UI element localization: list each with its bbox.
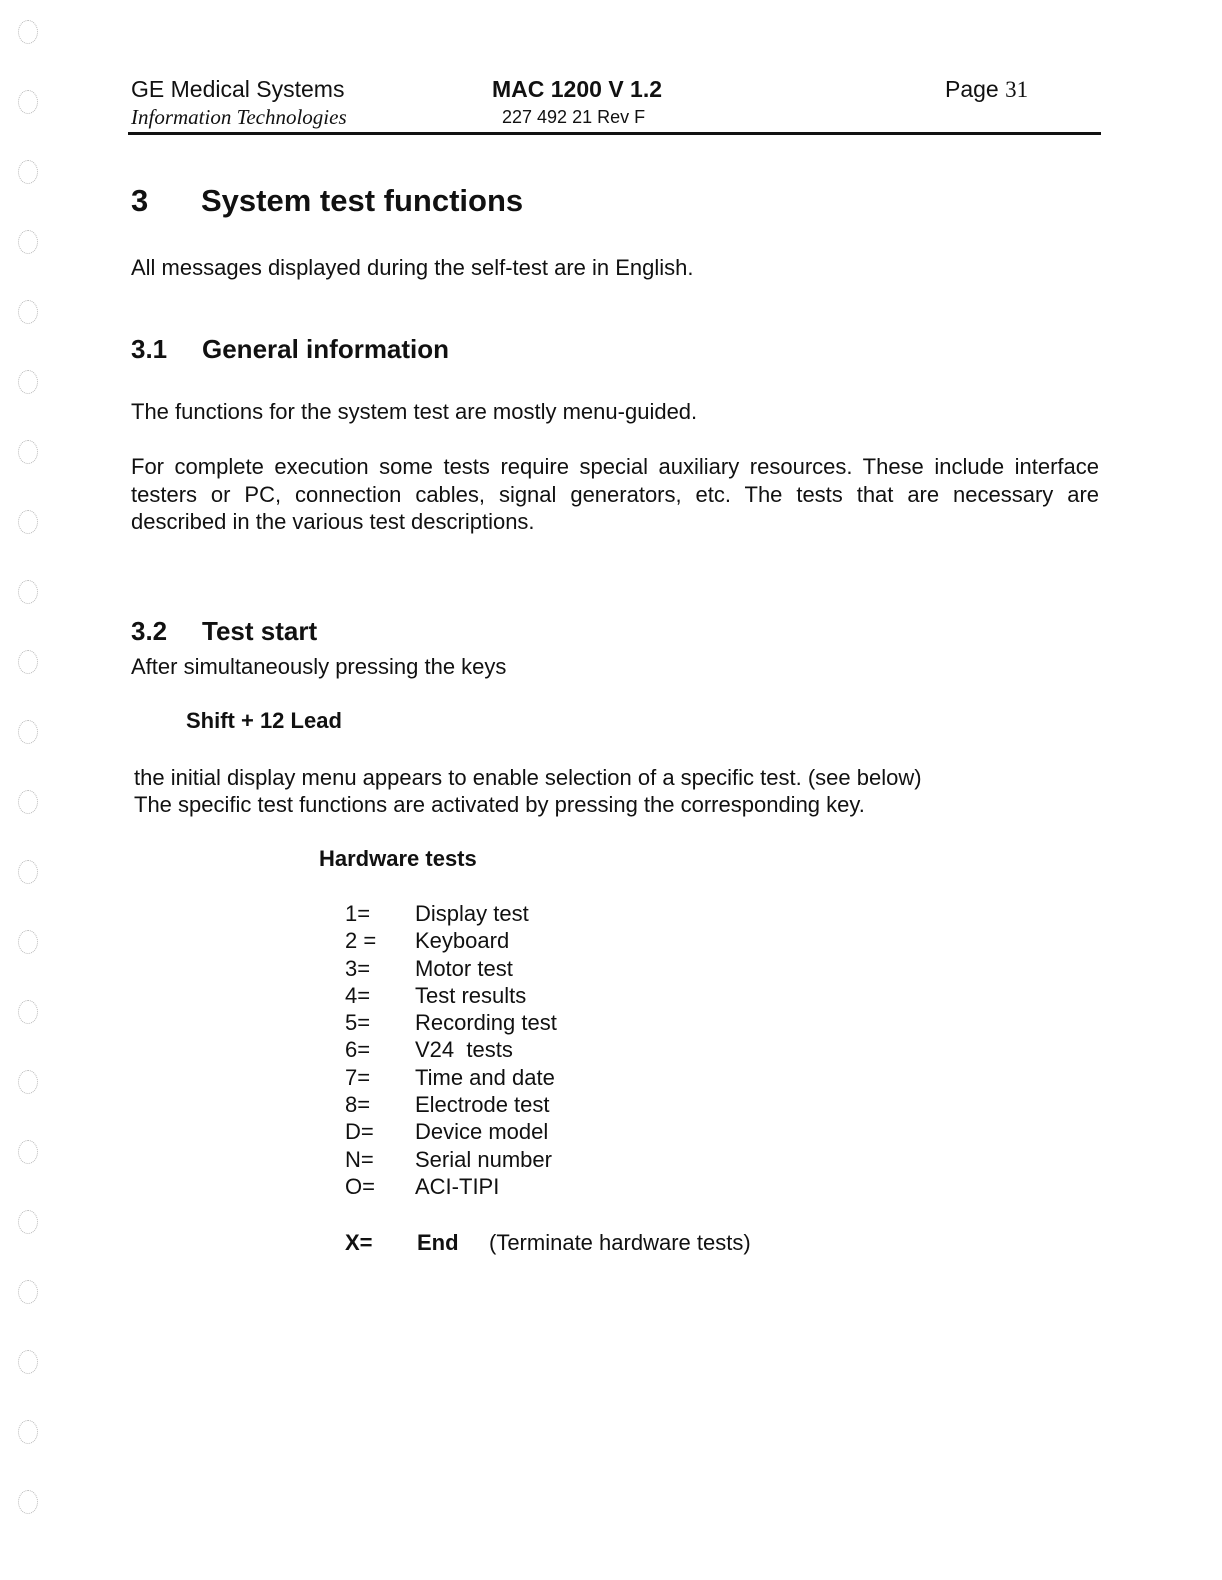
menu-item-test-results bbox=[345, 982, 557, 1009]
binder-holes bbox=[10, 20, 50, 1560]
header-doc-number: 227 492 21 Rev F bbox=[502, 107, 646, 127]
binder-hole bbox=[18, 90, 38, 114]
page-number: 31 bbox=[1005, 77, 1029, 102]
menu-label: Display test bbox=[415, 901, 529, 926]
header-product: MAC 1200 V 1.2 bbox=[492, 76, 663, 102]
menu-item-display-test bbox=[345, 900, 557, 927]
header-page bbox=[945, 76, 1028, 103]
menu-item-electrode-test bbox=[345, 1091, 557, 1118]
subsection-title: Test start bbox=[202, 616, 318, 646]
section-title: System test functions bbox=[201, 183, 524, 218]
binder-hole bbox=[18, 300, 38, 324]
binder-hole bbox=[18, 230, 38, 254]
menu-key: 6= bbox=[345, 1037, 371, 1063]
binder-hole bbox=[18, 510, 38, 534]
menu-item-serial-number bbox=[345, 1146, 557, 1173]
menu-key: D= bbox=[345, 1119, 374, 1145]
menu-label: Electrode test bbox=[415, 1092, 550, 1118]
menu-key: 8= bbox=[345, 1092, 371, 1118]
section-number: 3 bbox=[131, 183, 149, 218]
binder-hole bbox=[18, 1350, 38, 1374]
binder-hole bbox=[18, 790, 38, 814]
binder-hole bbox=[18, 1210, 38, 1234]
menu-label: Motor test bbox=[415, 955, 513, 981]
hardware-tests-menu bbox=[345, 900, 557, 1200]
binder-hole bbox=[18, 1140, 38, 1164]
header-rule bbox=[128, 132, 1101, 135]
menu-item-aci-tipi bbox=[345, 1173, 557, 1200]
binder-hole bbox=[18, 720, 38, 744]
binder-hole bbox=[18, 580, 38, 604]
general-para-1: The functions for the system test are mostly menu-guided. bbox=[131, 399, 698, 424]
menu-item-device-model bbox=[345, 1118, 557, 1145]
binder-hole bbox=[18, 930, 38, 954]
menu-label: Recording test bbox=[415, 1010, 557, 1036]
menu-item-v24-tests bbox=[345, 1036, 557, 1063]
subsection-number: 3.1 bbox=[131, 334, 168, 364]
binder-hole bbox=[18, 1490, 38, 1514]
binder-hole bbox=[18, 1420, 38, 1444]
menu-note: (Terminate hardware tests) bbox=[489, 1230, 751, 1255]
menu-item-time-and-date bbox=[345, 1064, 557, 1091]
menu-item-keyboard bbox=[345, 927, 557, 954]
header-division: Information Technologies bbox=[131, 105, 347, 129]
menu-item-recording-test bbox=[345, 1009, 557, 1036]
menu-key: 4= bbox=[345, 982, 371, 1008]
menu-key: N= bbox=[345, 1146, 374, 1172]
menu-key: X= bbox=[345, 1230, 373, 1255]
menu-key: 2 = bbox=[345, 928, 377, 954]
test-start-line-2: The specific test functions are activated by pressing the corresponding key. bbox=[134, 792, 865, 817]
binder-hole bbox=[18, 1000, 38, 1024]
binder-hole bbox=[18, 1280, 38, 1304]
subsection-heading-test-start bbox=[131, 616, 317, 647]
menu-key: O= bbox=[345, 1173, 375, 1199]
menu-key: 3= bbox=[345, 955, 371, 981]
menu-item-end bbox=[345, 1230, 751, 1256]
binder-hole bbox=[18, 160, 38, 184]
menu-label: Device model bbox=[415, 1119, 549, 1145]
hardware-tests-title: Hardware tests bbox=[319, 846, 477, 871]
section-intro: All messages displayed during the self-test are in English. bbox=[131, 255, 694, 280]
subsection-heading-general bbox=[131, 334, 449, 365]
header-company: GE Medical Systems bbox=[131, 76, 345, 102]
menu-key: 7= bbox=[345, 1064, 371, 1090]
subsection-title: General information bbox=[202, 334, 450, 364]
menu-label: Serial number bbox=[415, 1146, 552, 1172]
menu-key: 1= bbox=[345, 901, 371, 926]
binder-hole bbox=[18, 370, 38, 394]
binder-hole bbox=[18, 860, 38, 884]
binder-hole bbox=[18, 650, 38, 674]
menu-label: Time and date bbox=[415, 1064, 555, 1090]
binder-hole bbox=[18, 1070, 38, 1094]
binder-hole bbox=[18, 20, 38, 44]
subsection-number: 3.2 bbox=[131, 616, 168, 646]
menu-label: V24 tests bbox=[415, 1037, 513, 1063]
page-label: Page bbox=[945, 76, 999, 102]
menu-label: End bbox=[417, 1230, 459, 1255]
menu-label: Test results bbox=[415, 982, 527, 1008]
section-heading bbox=[131, 183, 523, 219]
test-start-intro: After simultaneously pressing the keys bbox=[131, 654, 507, 679]
binder-hole bbox=[18, 440, 38, 464]
general-para-2: For complete execution some tests require special auxiliary resources. These include interface testers or PC, connection cables, signal generators, etc. The tests that are necessary are described in the various test descriptions. bbox=[131, 454, 1099, 534]
key-combination: Shift + 12 Lead bbox=[186, 708, 342, 733]
menu-key: 5= bbox=[345, 1010, 371, 1036]
menu-item-motor-test bbox=[345, 955, 557, 982]
menu-label: Keyboard bbox=[415, 928, 510, 954]
test-start-line-1: the initial display menu appears to enable selection of a specific test. (see below) bbox=[134, 765, 922, 790]
menu-label: ACI-TIPI bbox=[415, 1173, 500, 1199]
